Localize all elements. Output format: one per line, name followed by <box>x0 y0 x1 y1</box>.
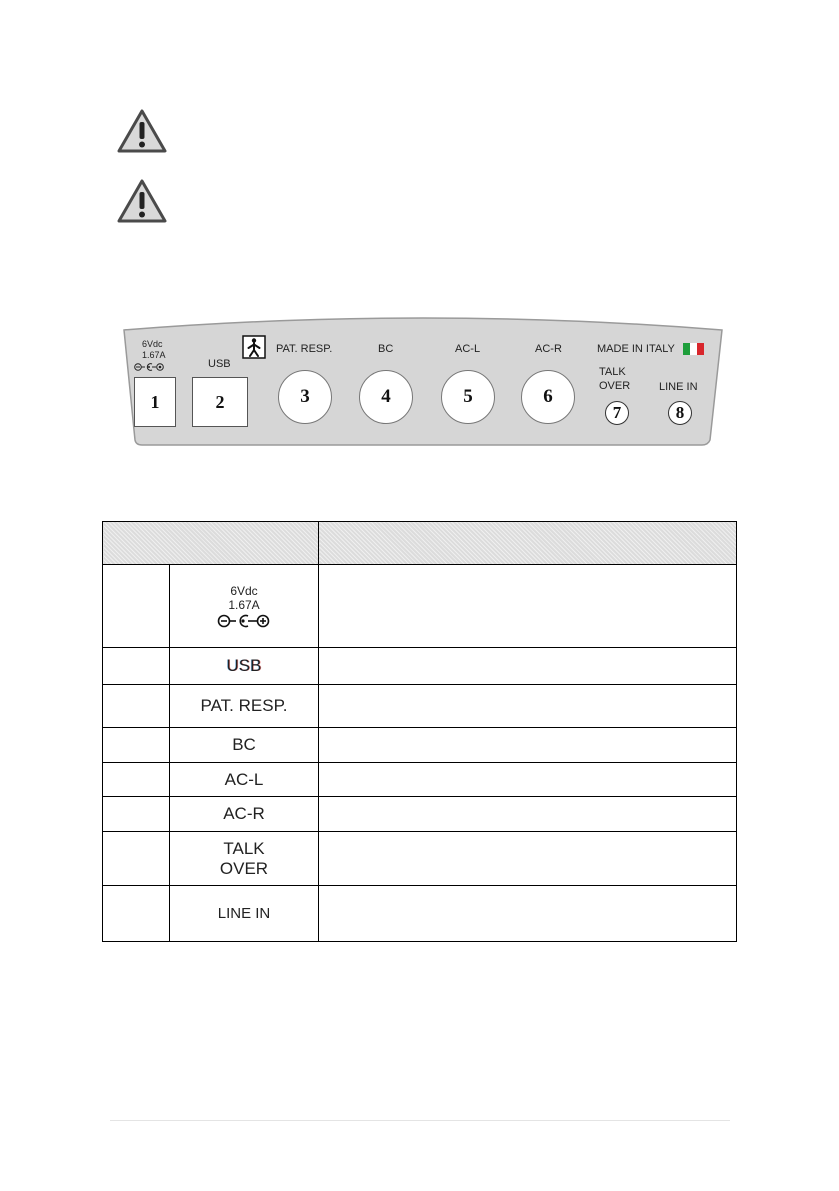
row-number <box>103 565 170 648</box>
talk-text: TALK <box>223 838 265 858</box>
italy-flag-icon <box>683 343 704 355</box>
talk-over-jack: 7 <box>605 401 629 425</box>
ac-l-label: AC-L <box>455 343 481 355</box>
bc-label: BC <box>378 343 394 355</box>
row-symbol: BC <box>170 728 319 763</box>
row-description <box>319 565 737 648</box>
row-number <box>103 832 170 886</box>
row-description <box>319 797 737 832</box>
header-cell-description <box>319 522 737 565</box>
table-header-row <box>103 522 737 565</box>
over-text: OVER <box>219 858 269 878</box>
dc-power-port: 1 <box>134 377 176 427</box>
line-in-label: LINE IN <box>659 381 698 393</box>
table-row <box>103 565 737 648</box>
connector-table <box>102 521 737 942</box>
table-row <box>103 648 737 685</box>
usb-port: 2 <box>192 377 248 427</box>
row-symbol: PAT. RESP. <box>170 685 319 728</box>
ac-r-jack: 6 <box>521 370 575 424</box>
dc-current-text: 1.67A <box>228 597 260 612</box>
header-cell-connector <box>103 522 319 565</box>
line-in-jack: 8 <box>668 401 692 425</box>
ac-r-label: AC-R <box>535 343 562 355</box>
table-row <box>103 763 737 797</box>
row-description <box>319 832 737 886</box>
dc-voltage-label: 6Vdc <box>142 339 163 349</box>
talk-label-line1: TALK <box>599 366 626 378</box>
ac-l-jack: 5 <box>441 370 495 424</box>
row-symbol: USB <box>170 648 319 685</box>
dc-symbol-cell <box>170 565 319 648</box>
row-description <box>319 685 737 728</box>
row-description <box>319 728 737 763</box>
row-number <box>103 797 170 832</box>
row-description <box>319 648 737 685</box>
dc-polarity-icon <box>134 362 164 372</box>
talk-label-line2: OVER <box>599 380 631 392</box>
applied-part-icon <box>242 335 266 359</box>
dc-current-label: 1.67A <box>142 350 166 360</box>
pat-resp-label: PAT. RESP. <box>276 343 333 355</box>
row-description <box>319 763 737 797</box>
row-number <box>103 728 170 763</box>
usb-label: USB <box>208 358 231 370</box>
table-row <box>103 832 737 886</box>
row-symbol <box>170 832 319 886</box>
pat-resp-jack: 3 <box>278 370 332 424</box>
dc-voltage-text: 6Vdc <box>230 583 258 598</box>
made-in-italy-label: MADE IN ITALY <box>597 343 675 355</box>
table-row <box>103 886 737 942</box>
row-number <box>103 648 170 685</box>
table-row <box>103 728 737 763</box>
row-number <box>103 886 170 942</box>
row-number <box>103 763 170 797</box>
table-row <box>103 685 737 728</box>
bc-jack: 4 <box>359 370 413 424</box>
row-description <box>319 886 737 942</box>
row-number <box>103 685 170 728</box>
row-symbol: AC-L <box>170 763 319 797</box>
warning-triangle-icon <box>116 108 168 154</box>
row-symbol: AC-R <box>170 797 319 832</box>
back-panel-diagram <box>118 314 728 450</box>
footer-divider <box>110 1120 730 1121</box>
dc-polarity-icon <box>217 613 271 629</box>
row-symbol: LINE IN <box>170 886 319 942</box>
warning-triangle-icon <box>116 178 168 224</box>
table-row <box>103 797 737 832</box>
